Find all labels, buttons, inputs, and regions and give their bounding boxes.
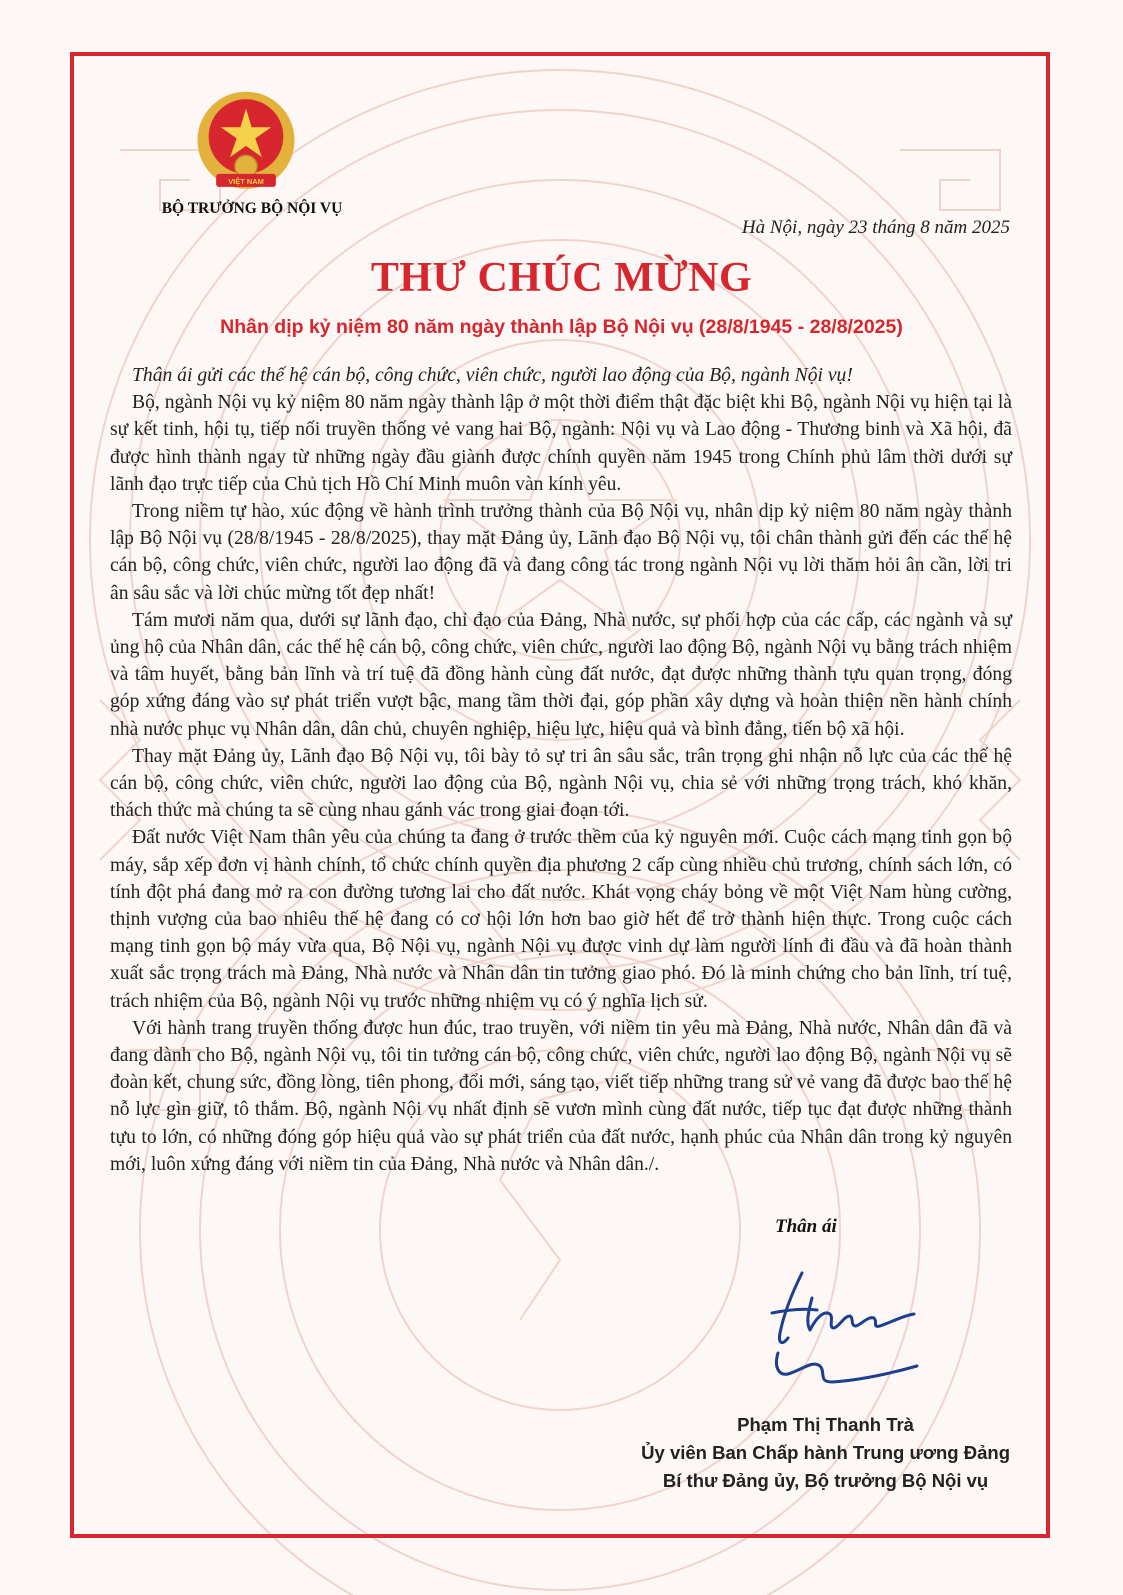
signer-title-2: Bí thư Đảng ủy, Bộ trưởng Bộ Nội vụ bbox=[662, 1470, 989, 1491]
letter-subtitle: Nhân dịp kỷ niệm 80 năm ngày thành lập Bộ Nội vụ (28/8/1945 - 28/8/2025) bbox=[220, 316, 903, 338]
letter-date: Hà Nội, ngày 23 tháng 8 năm 2025 bbox=[741, 217, 1010, 238]
greeting: Thân ái gửi các thế hệ cán bộ, công chức, viên chức, người lao động của Bộ, ngành Nội vụ! bbox=[132, 365, 853, 386]
handwritten-signature bbox=[742, 1258, 942, 1398]
paragraph: Tám mươi năm qua, dưới sự lãnh đạo, chỉ đạo của Đảng, Nhà nước, sự phối hợp của các cấp, các ngành và sự ủng hộ của Nhân dân, các thế hệ cán bộ, công chức, viên chức, người lao động Bộ, ngành Nội vụ bằng trách nhiệm và tâm huyết, bằng bản lĩnh và trí tuệ đã đồng hành cùng đất nước, đạt được những thành tựu quan trọng, đóng góp xứng đáng vào sự phát triển vượt bậc, mang tầm thời đại, góp phần xây dựng và hoàn thiện nền hành chính nhà nước phục vụ Nhân dân, dân chủ, chuyên nghiệp, hiệu lực, hiệu quả và bình đẳng, tiến bộ xã hội. bbox=[110, 609, 1012, 740]
paragraph: Đất nước Việt Nam thân yêu của chúng ta đang ở trước thềm của kỷ nguyên mới. Cuộc cách mạng tinh gọn bộ máy, sắp xếp đơn vị hành chính, tổ chức chính quyền địa phương 2 cấp cùng nhiều chủ trương, chính sách lớn, có tính đột phá đang mở ra con đường tương lai cho đất nước. Khát vọng cháy bỏng về một Việt Nam hùng cường, thịnh vượng của bao nhiêu thế hệ đang có cơ hội lớn hơn bao giờ hết để trở thành hiện thực. Trong cuộc cách mạng tinh gọn bộ máy vừa qua, Bộ Nội vụ, ngành Nội vụ được vinh dự làm người lính đi đầu và đã hoàn thành xuất sắc trọng trách mà Đảng, Nhà nước và Nhân dân tin tưởng giao phó. Đó là minh chứng cho bản lĩnh, trí tuệ, trách nhiệm của Bộ, ngành Nội vụ trước những nhiệm vụ có ý nghĩa lịch sử. bbox=[110, 827, 1012, 1012]
emblem-text: VIỆT NAM bbox=[228, 177, 264, 187]
national-emblem-icon bbox=[190, 88, 302, 200]
paragraph: Bộ, ngành Nội vụ kỷ niệm 80 năm ngày thành lập ở một thời điểm thật đặc biệt khi Bộ, ngành Nội vụ hiện tại là sự kết tinh, hội tụ, tiếp nối truyền thống vẻ vang hai Bộ, ngành: Nội vụ và Lao động - Thương binh và Xã hội, đã được hình thành ngay từ những ngày đầu giành được chính quyền năm 1945 trong Chính phủ lâm thời dưới sự lãnh đạo trực tiếp của Chủ tịch Hồ Chí Minh muôn vàn kính yêu. bbox=[110, 392, 1012, 495]
closing: Thân ái bbox=[775, 1216, 837, 1237]
signer-name: Phạm Thị Thanh Trà bbox=[737, 1414, 914, 1435]
signer-title-1: Ủy viên Ban Chấp hành Trung ương Đảng bbox=[641, 1442, 1010, 1463]
ministry-name: BỘ TRƯỞNG BỘ NỘI VỤ bbox=[161, 200, 343, 217]
paragraph: Trong niềm tự hào, xúc động về hành trình trưởng thành của Bộ Nội vụ, nhân dịp kỷ niệm 80 năm ngày thành lập Bộ Nội vụ (28/8/1945 - 28/8/2025), thay mặt Đảng ủy, Lãnh đạo Bộ Nội vụ, tôi chân thành gửi đến các thế hệ cán bộ, công chức, viên chức, người lao động đã và đang công tác trong ngành Nội vụ lời thăm hỏi ân cần, lời tri ân sâu sắc và lời chúc mừng tốt đẹp nhất! bbox=[110, 501, 1012, 604]
paragraph: Với hành trang truyền thống được hun đúc, trao truyền, với niềm tin yêu mà Đảng, Nhà nước, Nhân dân đã và đang dành cho Bộ, ngành Nội vụ, tôi tin tưởng cán bộ, công chức, viên chức, người lao động Bộ, ngành Nội vụ sẽ đoàn kết, chung sức, đồng lòng, tiên phong, đổi mới, sáng tạo, viết tiếp những trang sử vẻ vang đã được bao thế hệ nỗ lực gìn giữ, tô thắm. Bộ, ngành Nội vụ nhất định sẽ vươn mình cùng đất nước, tiếp tục đạt được những thành tựu to lớn, có những đóng góp hiệu quả vào sự phát triển của đất nước, hạnh phúc của Nhân dân trong kỷ nguyên mới, luôn xứng đáng với niềm tin của Đảng, Nhà nước và Nhân dân./. bbox=[110, 1017, 1012, 1175]
paragraph: Thay mặt Đảng ủy, Lãnh đạo Bộ Nội vụ, tôi bày tỏ sự tri ân sâu sắc, trân trọng ghi nhận nỗ lực của các thế hệ cán bộ, công chức, viên chức, người lao động của Bộ, ngành Nội vụ, chia sẻ với những trọng trách, khó khăn, thách thức mà chúng ta sẽ cùng nhau gánh vác trong giai đoạn tới. bbox=[110, 745, 1012, 822]
letter-body bbox=[110, 362, 1012, 1178]
letter-title: THƯ CHÚC MỪNG bbox=[370, 255, 753, 301]
signer-block bbox=[641, 1411, 1010, 1495]
